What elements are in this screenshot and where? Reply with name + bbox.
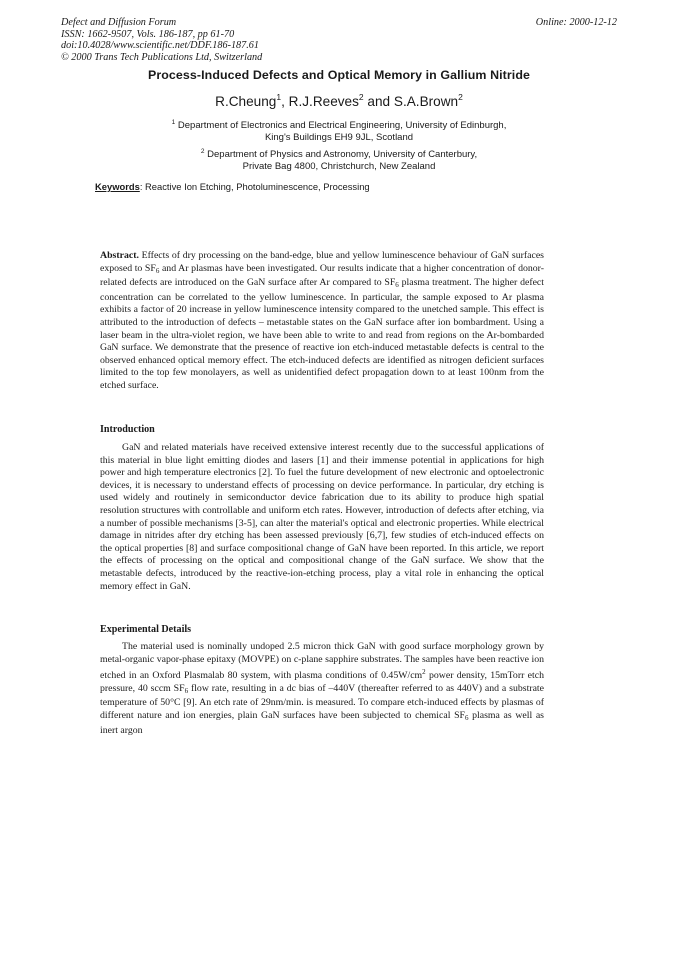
- author-separator: ,: [281, 94, 289, 109]
- affiliation-line: Private Bag 4800, Christchurch, New Zealand: [242, 161, 436, 172]
- affiliation-number: 1: [171, 119, 176, 126]
- affiliation-line: King's Buildings EH9 9JL, Scotland: [264, 132, 414, 143]
- paragraph-text: power density, 15mTorr etch pressure, 40 sccm SF: [100, 670, 544, 694]
- subscript: 6: [155, 266, 160, 275]
- journal-name: Defect and Diffusion Forum: [61, 17, 177, 28]
- author-affiliation-mark: 2: [358, 92, 364, 102]
- author-separator: and: [363, 94, 394, 109]
- issn-line: ISSN: 1662-9507, Vols. 186-187, pp 61-70: [61, 28, 235, 40]
- abstract: [100, 250, 544, 393]
- affiliation-number: 2: [200, 148, 205, 155]
- paragraph-text: plasma as well as inert argon: [100, 709, 544, 736]
- author-affiliation-mark: 1: [276, 92, 282, 102]
- affiliation-2: [0, 146, 678, 173]
- doi-line[interactable]: doi:10.4028/www.scientific.net/DDF.186-187.61: [61, 40, 259, 52]
- affiliation-line: Department of Electronics and Electrical Engineering, University of Edinburgh,: [177, 120, 507, 131]
- introduction-paragraph: GaN and related materials have received extensive interest recently due to the successful applications of this material in blue light emitting diodes and lasers [1] and their immense potential in applications for high power and high temperature electronics [2]. To fuel the future development of new electronic and optoelectronic devices, it is necessary to understand effects of processing on device performance. In particular, dry etching is used widely and routinely in semiconductor device fabrication due to its ability to produce high spatial resolution structures with controllable and uniform etch rates. However, introduction of defects after etching, via a number of possible mechanisms [3-5], can alter the material's optical and electronic properties. While electrical damage in nitrides after dry etching has been assessed previously [6,7], few studies of etch-induced effects on the optical properties [8] and surface compositional change of GaN have been reported. In this article, we report the effects of processing on the optical and compositional change of the GaN surface. We show that the metastable defects, introduced by the reactive-ion-etching process, play a vital role in enhancing the optical memory effect in GaN.: [100, 442, 544, 592]
- abstract-text: and Ar plasmas have been investigated. Our results indicate that a higher concentration of donor-related defects are introduced on the GaN surface after Ar compared to SF: [100, 262, 544, 289]
- section-heading-experimental: Experimental Details: [100, 624, 192, 635]
- subscript: 6: [395, 281, 399, 290]
- paragraph-text: The material used is nominally undoped 2.5 micron thick GaN with good surface morphology grown by metal-organic vapor-phase epitaxy (MOVPE) on c-plane sapphire substrates. The samples have been reactive ion etched in an Oxford Plasmalab 80 system, with plasma conditions of 0.45W/cm: [100, 641, 544, 682]
- keywords-text: Reactive Ion Etching, Photoluminescence, Processing: [145, 181, 370, 192]
- experimental-paragraph: [100, 641, 544, 737]
- author-name: R.J.Reeves: [288, 94, 359, 109]
- abstract-text: Effects of dry processing on the band-edge, blue and yellow luminescence behaviour of GaN surfaces exposed to SF: [100, 250, 544, 274]
- copyright-line: © 2000 Trans Tech Publications Ltd, Switzerland: [61, 51, 263, 63]
- section-heading-introduction: Introduction: [100, 424, 155, 435]
- abstract-text: plasma treatment. The higher defect concentration can be correlated to the yellow luminescence. In particular, the sample exposed to Ar plasma exhibits a factor of 20 increase in yellow luminescence intensity compared to the unetched sample. This effect is attributed to the introduction of defects – metastable states on the GaN surface after ion bombardment. Using a laser beam in the ultra-violet region, we have been able to write to and read from regions on the Ar-bombarded GaN surface. We demonstrate that the presence of reactive ion etch-induced metastable defects is central to the observed enhanced optical memory effect. The etch-induced defects are identified as nitrogen deficient surfaces limited to the top few monolayers, as well as unidentified defect propagation down to at least 100nm from the etched surface.: [100, 277, 545, 391]
- paper-title: Process-Induced Defects and Optical Memory in Gallium Nitride: [147, 68, 531, 82]
- superscript: 2: [422, 668, 426, 677]
- keywords-label: Keywords: [95, 181, 140, 192]
- affiliation-line: Department of Physics and Astronomy, University of Canterbury,: [207, 149, 478, 160]
- author-list: [0, 92, 678, 109]
- affiliation-1: [0, 117, 678, 144]
- abstract-label: Abstract.: [100, 250, 139, 261]
- keywords-line: Keywords: Reactive Ion Etching, Photoluminescence, Processing: [95, 181, 370, 192]
- subscript: 6: [464, 713, 469, 722]
- paragraph-text: flow rate, resulting in a dc bias of –440V (thereafter referred to as 440V) and a substrate temperature of 50°C [9]. An etch rate of 29nm/min. is measured. To compare etch-induced effects by plasmas of different nature and ion energies, plain GaN surfaces have been subjected to chemical SF: [100, 682, 544, 721]
- author-name: R.Cheung: [215, 94, 277, 109]
- subscript: 6: [184, 686, 189, 695]
- online-date: Online: 2000-12-12: [535, 17, 617, 28]
- author-name: S.A.Brown: [393, 94, 459, 109]
- journal-header: [61, 17, 617, 63]
- author-affiliation-mark: 2: [458, 92, 463, 102]
